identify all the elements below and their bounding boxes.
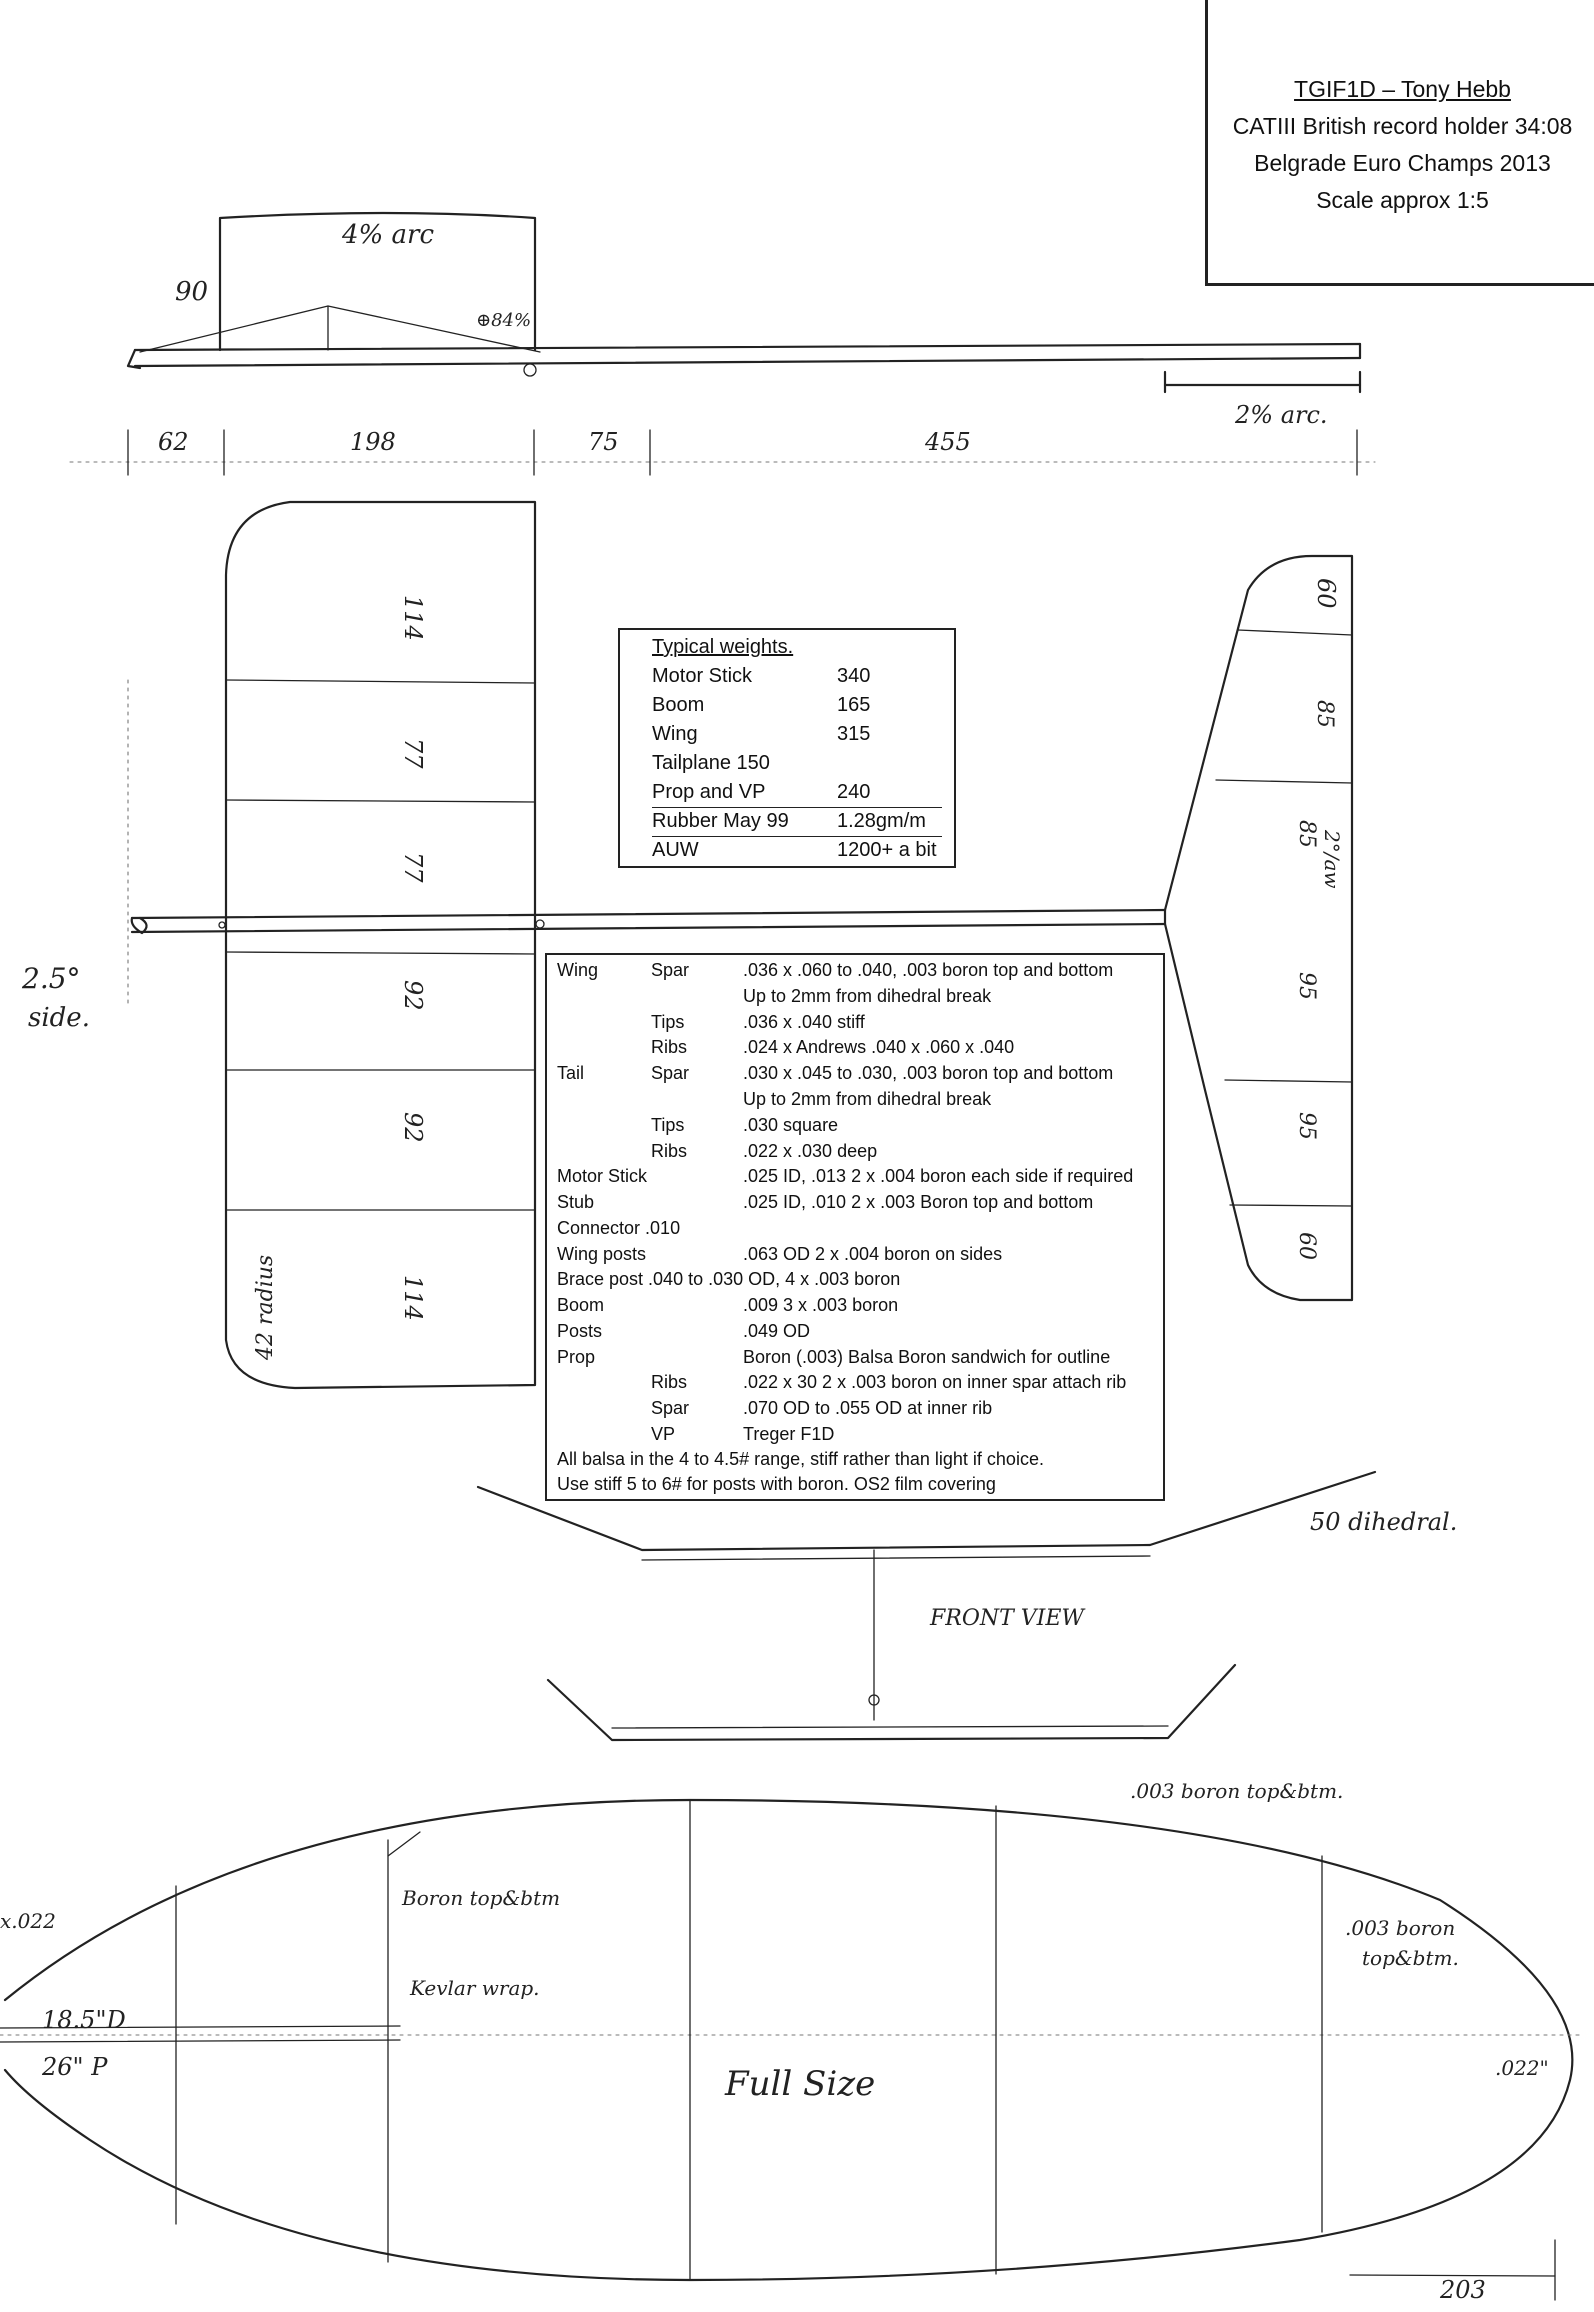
tail-dim-85b: 85 bbox=[1294, 820, 1319, 848]
spec-cell: All balsa in the 4 to 4.5# range, stiff rather than light if choice. bbox=[557, 1449, 1044, 1469]
spec-cell: Wing bbox=[557, 960, 599, 980]
weights-row bbox=[652, 721, 871, 749]
tail-incidence: 2°/aw bbox=[1320, 830, 1344, 889]
spec-cell: Use stiff 5 to 6# for posts with boron. OS2 film covering bbox=[557, 1474, 996, 1494]
weight-label: Rubber May 99 bbox=[652, 810, 789, 832]
spec-cell: .070 OD to .055 OD at inner rib bbox=[743, 1398, 993, 1418]
weights-row bbox=[652, 837, 937, 865]
spec-cell: Spar bbox=[651, 1063, 690, 1083]
spec-cell: .024 x Andrews .040 x .060 x .040 bbox=[743, 1037, 1015, 1057]
spec-cell: .025 ID, .010 2 x .003 Boron top and bottom bbox=[743, 1192, 1094, 1212]
title-block bbox=[1205, 0, 1594, 286]
spec-cell: Boom bbox=[557, 1295, 605, 1315]
weight-value: 1.28gm/m bbox=[837, 810, 926, 832]
prop-tip-size: .022" bbox=[1495, 2056, 1549, 2080]
tail-arc-label: 2% arc. bbox=[1235, 401, 1328, 429]
side-thrust-label: side. bbox=[28, 1003, 90, 1033]
spec-cell: Up to 2mm from dihedral break bbox=[743, 986, 992, 1006]
spec-cell: Posts bbox=[557, 1321, 603, 1341]
weight-label: Boom bbox=[652, 694, 705, 716]
weights-row bbox=[652, 663, 871, 691]
wing-dim-114-bottom: 114 bbox=[399, 1275, 427, 1321]
tail-dim-60-top: 60 bbox=[1312, 578, 1340, 609]
tail-dim-85a: 85 bbox=[1312, 700, 1337, 728]
dihedral-label: 50 dihedral. bbox=[1310, 1508, 1458, 1536]
dim-75: 75 bbox=[588, 428, 619, 456]
spec-cell: Spar bbox=[651, 960, 690, 980]
spec-cell: Ribs bbox=[651, 1372, 688, 1392]
title-line-3: Belgrade Euro Champs 2013 bbox=[1254, 150, 1551, 176]
weight-label: Motor Stick bbox=[652, 665, 753, 687]
weight-label: Tailplane 150 bbox=[652, 752, 770, 774]
spec-cell: VP bbox=[651, 1424, 676, 1444]
spec-cell: Tips bbox=[651, 1115, 685, 1135]
page-number: 203 bbox=[1440, 2276, 1486, 2304]
full-size-label: Full Size bbox=[725, 2064, 876, 2104]
spec-cell: .063 OD 2 x .004 boron on sides bbox=[743, 1244, 1003, 1264]
tail-dim-95a: 95 bbox=[1294, 972, 1319, 1000]
prop-pitch: 26" P bbox=[42, 2053, 108, 2081]
dim-455: 455 bbox=[925, 428, 971, 456]
wing-dim-77b: 77 bbox=[399, 852, 427, 883]
dim-198: 198 bbox=[350, 428, 396, 456]
prop-diameter: 18.5"D bbox=[42, 2006, 126, 2034]
weight-value: 315 bbox=[837, 723, 871, 745]
prop-boron-note: .003 boron top&btm. bbox=[1130, 1779, 1344, 1803]
prop-root-size: x.022 bbox=[0, 1909, 56, 1933]
spec-cell: Prop bbox=[557, 1347, 596, 1367]
tail-dim-60-bottom: 60 bbox=[1294, 1232, 1319, 1260]
spec-cell: .022 x .030 deep bbox=[743, 1141, 878, 1161]
spec-cell: Spar bbox=[651, 1398, 690, 1418]
pct84-label: ⊕84% bbox=[476, 310, 532, 331]
weights-table bbox=[618, 628, 956, 868]
spec-cell: Motor Stick bbox=[557, 1166, 648, 1186]
side-view bbox=[128, 213, 1360, 392]
dimension-line bbox=[70, 430, 1375, 475]
spec-cell: Connector .010 bbox=[557, 1218, 681, 1238]
spec-cell: Treger F1D bbox=[743, 1424, 835, 1444]
weights-row bbox=[652, 808, 942, 837]
prop-boron-right-2: top&btm. bbox=[1362, 1946, 1459, 1970]
spec-cell: Ribs bbox=[651, 1141, 688, 1161]
wing-radius-label: 42 radius bbox=[253, 1254, 278, 1360]
wing-post-height-label: 90 bbox=[175, 277, 209, 307]
spec-cell: .049 OD bbox=[743, 1321, 811, 1341]
spec-cell: Tips bbox=[651, 1012, 685, 1032]
weight-label: Prop and VP bbox=[652, 781, 766, 803]
prop-boron-inner: Boron top&btm bbox=[402, 1886, 561, 1910]
tailplane-plan bbox=[1165, 556, 1352, 1300]
side-thrust-value: 2.5° bbox=[22, 962, 81, 995]
weight-label: AUW bbox=[652, 839, 699, 861]
weight-label: Wing bbox=[652, 723, 698, 745]
spec-cell: .030 square bbox=[743, 1115, 839, 1135]
weight-value: 340 bbox=[837, 665, 871, 687]
weights-row bbox=[652, 779, 942, 808]
wing-plan bbox=[128, 502, 535, 1388]
spec-cell: .030 x .045 to .030, .003 boron top and bottom bbox=[743, 1063, 1114, 1083]
weight-value: 240 bbox=[837, 781, 871, 803]
spec-cell: Ribs bbox=[651, 1037, 688, 1057]
spec-cell: Up to 2mm from dihedral break bbox=[743, 1089, 992, 1109]
tail-dim-95b: 95 bbox=[1294, 1112, 1319, 1140]
prop-blade bbox=[0, 1800, 1580, 2300]
materials-spec-table bbox=[545, 953, 1165, 1501]
spec-cell: Wing posts bbox=[557, 1244, 647, 1264]
prop-boron-right-1: .003 boron bbox=[1345, 1916, 1456, 1940]
spec-cell: Tail bbox=[557, 1063, 585, 1083]
weights-row bbox=[652, 692, 871, 720]
spec-cell: .036 x .060 to .040, .003 boron top and bottom bbox=[743, 960, 1114, 980]
title-line-4: Scale approx 1:5 bbox=[1316, 187, 1489, 213]
weights-header: Typical weights. bbox=[652, 636, 794, 658]
fuselage-plan bbox=[132, 910, 1165, 933]
wing-dim-92b: 92 bbox=[399, 1112, 427, 1143]
front-view-label: FRONT VIEW bbox=[930, 1606, 1085, 1631]
spec-cell: .022 x 30 2 x .003 boron on inner spar attach rib bbox=[743, 1372, 1127, 1392]
wing-dim-77a: 77 bbox=[399, 738, 427, 769]
spec-cell: Brace post .040 to .030 OD, 4 x .003 boron bbox=[557, 1269, 901, 1289]
weight-value: 165 bbox=[837, 694, 871, 716]
spec-cell: Boron (.003) Balsa Boron sandwich for outline bbox=[743, 1347, 1111, 1367]
front-view bbox=[478, 1472, 1375, 1740]
weight-value: 1200+ a bit bbox=[837, 839, 937, 861]
side-arc-label: 4% arc bbox=[342, 220, 435, 250]
prop-kevlar-wrap: Kevlar wrap. bbox=[410, 1976, 540, 2000]
wing-dim-92a: 92 bbox=[399, 980, 427, 1011]
wing-dim-114-top: 114 bbox=[399, 595, 427, 641]
title-line-1: TGIF1D – Tony Hebb bbox=[1294, 76, 1511, 102]
title-line-2: CATIII British record holder 34:08 bbox=[1232, 113, 1573, 139]
spec-cell: .009 3 x .003 boron bbox=[743, 1295, 899, 1315]
spec-cell: Stub bbox=[557, 1192, 595, 1212]
dim-62: 62 bbox=[158, 428, 189, 456]
spec-cell: .025 ID, .013 2 x .004 boron each side if required bbox=[743, 1166, 1134, 1186]
spec-cell: .036 x .040 stiff bbox=[743, 1012, 865, 1032]
weights-row bbox=[652, 750, 770, 778]
